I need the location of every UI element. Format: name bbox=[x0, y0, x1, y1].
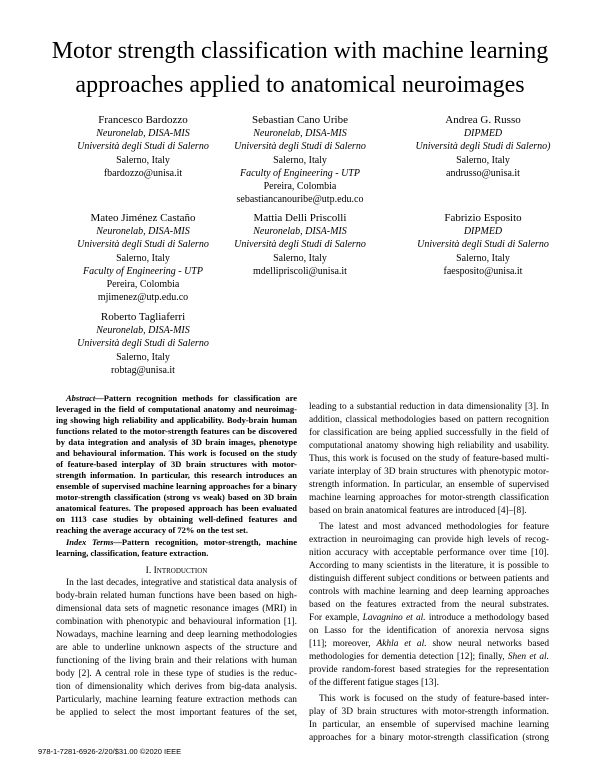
author-unit-secondary: Faculty of Engineering - UTP bbox=[240, 167, 360, 179]
author-unit-secondary: Faculty of Engineering - UTP bbox=[83, 265, 203, 277]
text-line: strength information. In particular, this research introduces an bbox=[56, 469, 297, 480]
author-location-secondary: Pereira, Colombia bbox=[263, 181, 337, 193]
emphasized-text: Lavagnino et al. bbox=[362, 612, 426, 623]
author-name: Andrea G. Russo bbox=[445, 114, 521, 126]
text-line: reaching the average accuracy of 72% on the test set. bbox=[56, 524, 248, 535]
author-block bbox=[53, 311, 233, 377]
text-line: This work is focused on the study of feature-based inter- bbox=[319, 693, 549, 704]
text-line: nition accuracy with acceptable performance over time [10]. bbox=[309, 547, 549, 558]
text-line: body-brain related human functions have been based on high- bbox=[56, 590, 297, 601]
author-email: faesposito@unisa.it bbox=[443, 265, 523, 277]
author-email: mjimenez@utp.edu.co bbox=[97, 292, 189, 304]
author-unit: Neuronelab, DISA-MIS bbox=[96, 226, 190, 238]
author-institution: Università degli Studi di Salerno) bbox=[415, 141, 551, 153]
abstract-paragraph bbox=[56, 393, 297, 536]
emphasized-text: Akhla et al. bbox=[376, 638, 427, 649]
paragraph-label: Index Terms— bbox=[66, 536, 122, 547]
author-email: sebastiancanouribe@utp.edu.co bbox=[236, 194, 364, 206]
text-line: functions related to the motor-strength features can be discovered bbox=[56, 425, 297, 436]
text-line: variate interplay of 3D brain structures with phenotypic motor- bbox=[309, 466, 549, 477]
text-line: and behavioural information. This work is focused on the study bbox=[56, 447, 297, 458]
author-name: Mattia Delli Priscolli bbox=[253, 212, 347, 224]
author-location: Salerno, Italy bbox=[456, 154, 510, 166]
text-line: based on brain anatomical features are introduced [4]–[8]. bbox=[309, 505, 527, 516]
text-line: extraction in neuroimaging can provide high levels of recog- bbox=[309, 534, 549, 545]
author-unit: Neuronelab, DISA-MIS bbox=[96, 128, 190, 140]
author-unit: Neuronelab, DISA-MIS bbox=[253, 128, 347, 140]
author-name: Fabrizio Esposito bbox=[444, 212, 522, 224]
index-terms-paragraph bbox=[56, 537, 297, 559]
author-institution: Università degli Studi di Salerno bbox=[234, 141, 366, 153]
text-line: In particular, an ensemble of supervised machine learning bbox=[309, 719, 549, 730]
author-unit: DIPMED bbox=[463, 128, 503, 140]
text-line: Abstract—Pattern recognition methods for classification are bbox=[66, 392, 297, 403]
paper-title bbox=[0, 34, 600, 102]
text-line: based on the features extracted from the neural substrates. bbox=[309, 599, 549, 610]
author-block bbox=[393, 212, 573, 278]
author-block bbox=[210, 114, 390, 206]
text-line: leveraged in the field of computational anatomy and neuroimag- bbox=[56, 403, 297, 414]
author-institution: Università degli Studi di Salerno bbox=[77, 239, 209, 251]
text-line: of the different fatigue stages [13]. bbox=[309, 677, 439, 688]
text-line: machine learning approaches for motor-strength classification bbox=[309, 492, 549, 503]
author-email: robtag@unisa.it bbox=[111, 364, 175, 376]
text-line: [11]; moreover, Akhla et al. show neural networks based bbox=[309, 638, 550, 649]
text-line: leading to a substantial reduction in data dimensionality [3]. In bbox=[309, 401, 549, 412]
right-column bbox=[309, 401, 549, 745]
text-line: are able to underline unknown aspects of the structure and bbox=[56, 642, 297, 653]
author-location: Salerno, Italy bbox=[116, 252, 170, 264]
text-line: learning, classification, feature extraction. bbox=[56, 547, 209, 558]
text-line: strength information. In particular, an ensemble of supervised bbox=[309, 479, 549, 490]
author-location-secondary: Pereira, Colombia bbox=[106, 279, 180, 291]
author-name: Roberto Tagliaferri bbox=[100, 311, 186, 323]
text-line: methodologies for dementia detection [12]; finally, Shen et al. bbox=[309, 651, 549, 662]
text-line: provide random-forest based strategies for the representation bbox=[309, 664, 549, 675]
author-unit: Neuronelab, DISA-MIS bbox=[96, 325, 190, 337]
author-block bbox=[53, 114, 233, 180]
author-block bbox=[53, 212, 233, 304]
text-line: be applied to select the most important features of the set, bbox=[56, 707, 297, 718]
text-line: The latest and most advanced methodologies for feature bbox=[319, 521, 549, 532]
author-institution: Università degli Studi di Salerno bbox=[77, 141, 209, 153]
text-line: anatomical features. The proposed approach has been evaluated bbox=[56, 502, 297, 513]
text-line: Index Terms—Pattern recognition, motor-strength, machine bbox=[66, 536, 297, 547]
text-line: In the last decades, integrative and statistical data analysis of bbox=[66, 577, 297, 588]
emphasized-text: Shen et al. bbox=[507, 651, 549, 662]
text-line: For example, Lavagnino et al. introduce a methodology based bbox=[309, 612, 549, 623]
text-line: combination with phenotypic and behavioural information [1]. bbox=[56, 616, 297, 627]
author-unit: Neuronelab, DISA-MIS bbox=[253, 226, 347, 238]
author-name: Francesco Bardozzo bbox=[98, 114, 188, 126]
author-location: Salerno, Italy bbox=[273, 154, 327, 166]
title-line: Motor strength classification with machine learning bbox=[51, 38, 549, 64]
section-heading: I. Introduction bbox=[145, 564, 208, 576]
author-email: fbardozzo@unisa.it bbox=[103, 167, 183, 179]
text-line: Thus, this work is focused on the study of feature-based multi- bbox=[309, 453, 549, 464]
text-line: body [2]. A central role in these type of studies is the reduc- bbox=[56, 668, 297, 679]
paragraph-label: Abstract— bbox=[66, 392, 104, 403]
text-line: functioning of the living brain and their relations with human bbox=[56, 655, 297, 666]
author-institution: Università degli Studi di Salerno bbox=[77, 338, 209, 350]
text-line: of feature-based interplay of 3D brain structures with motor- bbox=[56, 458, 297, 469]
author-unit: DIPMED bbox=[463, 226, 503, 238]
text-line: Nowadays, machine learning and deep learning methodologies bbox=[56, 629, 297, 640]
author-location: Salerno, Italy bbox=[456, 252, 510, 264]
title-line: approaches applied to anatomical neuroimages bbox=[75, 72, 525, 98]
text-line: computational anatomy showing high reliability and usability. bbox=[309, 440, 549, 451]
author-name: Mateo Jiménez Castaño bbox=[90, 212, 196, 224]
text-line: ing showing high reliability and applicability. Body-brain human bbox=[56, 414, 297, 425]
text-line: ensemble of supervised machine learning approaches for a binary bbox=[56, 480, 297, 491]
text-line: tion of dimensionality which derives from big-data analysis. bbox=[56, 681, 297, 692]
author-location: Salerno, Italy bbox=[116, 351, 170, 363]
text-line: dimensional data sets of magnetic resonance images (MRI) in bbox=[56, 603, 297, 614]
author-email: mdellipriscoli@unisa.it bbox=[253, 265, 347, 277]
text-line: for classification are being applied successfully in the field of bbox=[309, 427, 549, 438]
author-institution: Università degli Studi di Salerno bbox=[234, 239, 366, 251]
text-line: on 1113 case studies by obtaining well-defined features and bbox=[56, 513, 297, 524]
author-block bbox=[393, 114, 573, 180]
text-line: controls with machine learning and deep learning approaches bbox=[309, 586, 549, 597]
author-institution: Università degli Studi di Salerno bbox=[417, 239, 549, 251]
author-location: Salerno, Italy bbox=[273, 252, 327, 264]
intro-paragraph bbox=[309, 521, 549, 690]
text-line: approaches for a binary motor-strength classification (strong bbox=[309, 732, 549, 743]
left-column bbox=[56, 393, 297, 720]
footer-copyright: 978-1-7281-6926-2/20/$31.00 ©2020 IEEE bbox=[38, 747, 182, 756]
author-block bbox=[210, 212, 390, 278]
text-line: distinguish different subject conditions or between patients and bbox=[309, 573, 549, 584]
text-line: Particularly, machine learning feature extraction methods can bbox=[56, 694, 297, 705]
text-line: According to many scientists in the literature, it is possible to bbox=[309, 560, 549, 571]
intro-paragraph-continued bbox=[309, 401, 549, 518]
intro-paragraph bbox=[309, 693, 549, 745]
author-name: Sebastian Cano Uribe bbox=[252, 114, 348, 126]
text-line: play of 3D brain structures with motor-strength information. bbox=[309, 706, 549, 717]
text-line: by data integration and analysis of 3D brain images, phenotype bbox=[56, 436, 297, 447]
text-line: addition, classical methodologies based on pattern recognition bbox=[309, 414, 549, 425]
text-line: motor-strength classification (strong vs weak) based on 3D brain bbox=[56, 491, 297, 502]
author-email: andrusso@unisa.it bbox=[446, 167, 520, 179]
text-line: on Lasso for the identification of anorexia nervosa signs bbox=[309, 625, 549, 636]
author-location: Salerno, Italy bbox=[116, 154, 170, 166]
intro-paragraph bbox=[56, 577, 297, 720]
